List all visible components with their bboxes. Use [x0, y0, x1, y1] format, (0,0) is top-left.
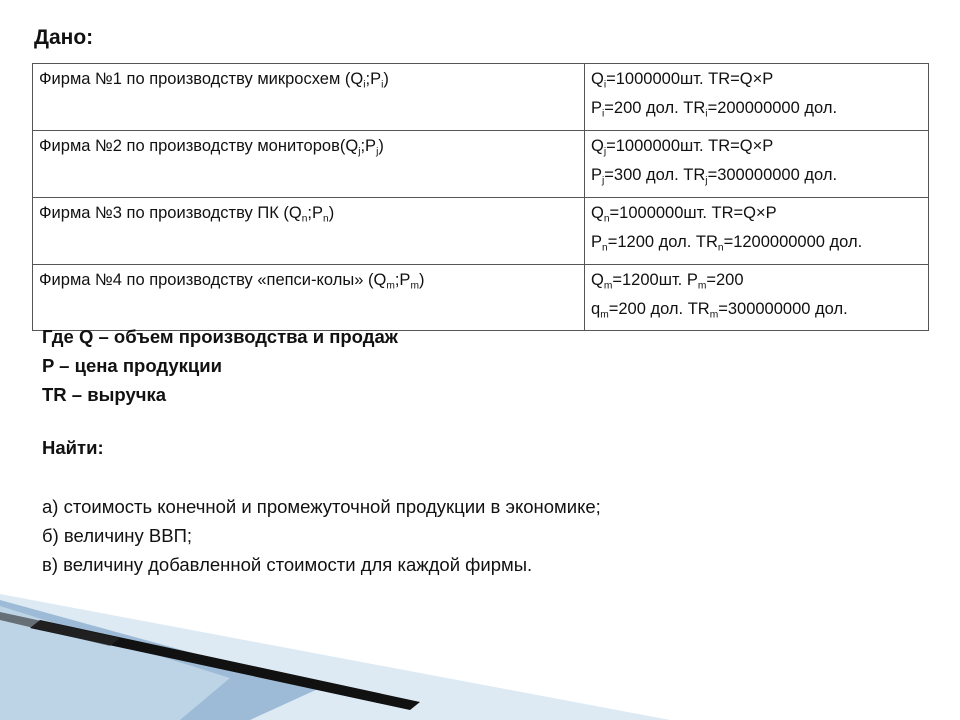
- given-table: [32, 63, 929, 331]
- firm-name-text: ): [418, 271, 425, 289]
- definitions-block: [42, 322, 398, 409]
- firm-name-text: ): [383, 70, 389, 88]
- slide-decoration: [0, 580, 960, 720]
- tasks-list: [42, 492, 601, 579]
- task-item: б) величину ВВП;: [42, 525, 193, 546]
- quantity-line: $Q_i=1000000шт$. TR=Q×P: [591, 70, 774, 91]
- firm-name-text: Фирма №1 по производству микросхем (Q: [39, 70, 364, 88]
- table-row: [33, 198, 929, 265]
- table-row: [33, 64, 929, 131]
- firm-name-text: ;P: [360, 137, 377, 155]
- subscript: i: [381, 79, 384, 91]
- subscript: n: [323, 213, 329, 225]
- firm-name-cell: [33, 131, 585, 198]
- subscript: m: [410, 280, 419, 292]
- firm-name-cell: [33, 64, 585, 131]
- firm-name-text: Фирма №4 по производству «пепси-колы» (Q: [39, 271, 387, 289]
- price-revenue-line: $P_i=200$ дол. $TR_i=200000000$ дол.: [591, 99, 838, 120]
- subscript: n: [301, 213, 308, 225]
- find-title: Найти:: [42, 437, 104, 458]
- firm-name-cell: [33, 198, 585, 265]
- subscript: j: [358, 146, 361, 158]
- price-revenue-line: $P_n=1200$ дол. $TR_n=1200000000$ дол.: [591, 233, 863, 254]
- firm-name-text: ;P: [365, 70, 382, 88]
- firm-name-text: ): [328, 204, 335, 222]
- subscript: i: [363, 79, 366, 91]
- definition-line: TR – выручка: [42, 384, 167, 405]
- firm-values-cell: [585, 198, 929, 265]
- price-revenue-line: $P_j=300$ дол. $TR_j=300000000$ дол.: [591, 166, 838, 187]
- firm-values-cell: [585, 64, 929, 131]
- subscript: j: [376, 146, 379, 158]
- subscript: m: [386, 280, 395, 292]
- quantity-line: $Q_j=1000000шт$. TR=Q×P: [591, 137, 774, 158]
- price-revenue-line: $q_m=200$ дол. $TR_m=300000000$ дол.: [591, 300, 848, 321]
- firm-values-cell: [585, 265, 929, 331]
- definition-line: P – цена продукции: [42, 355, 223, 376]
- given-title: Дано:: [34, 26, 94, 49]
- quantity-line: $Q_n=1000000шт$. TR=Q×P: [591, 204, 777, 225]
- quantity-price-line: $Q_m=1200шт$. $P_m=200$: [591, 271, 744, 292]
- firm-name-text: Фирма №2 по производству мониторов(Q: [39, 137, 359, 155]
- firm-name-text: ): [378, 137, 384, 155]
- firm-name-text: ;P: [307, 204, 324, 222]
- firm-name-cell: [33, 265, 585, 331]
- table-row: [33, 131, 929, 198]
- firm-values-cell: [585, 131, 929, 198]
- task-item: а) стоимость конечной и промежуточной продукции в экономике;: [42, 496, 601, 517]
- firm-name-text: Фирма №3 по производству ПК (Q: [39, 204, 302, 222]
- definition-line: Где Q – объем производства и продаж: [42, 326, 398, 347]
- task-item: в) величину добавленной стоимости для каждой фирмы.: [42, 554, 533, 575]
- table-row: [33, 265, 929, 331]
- firm-name-text: ;P: [394, 271, 411, 289]
